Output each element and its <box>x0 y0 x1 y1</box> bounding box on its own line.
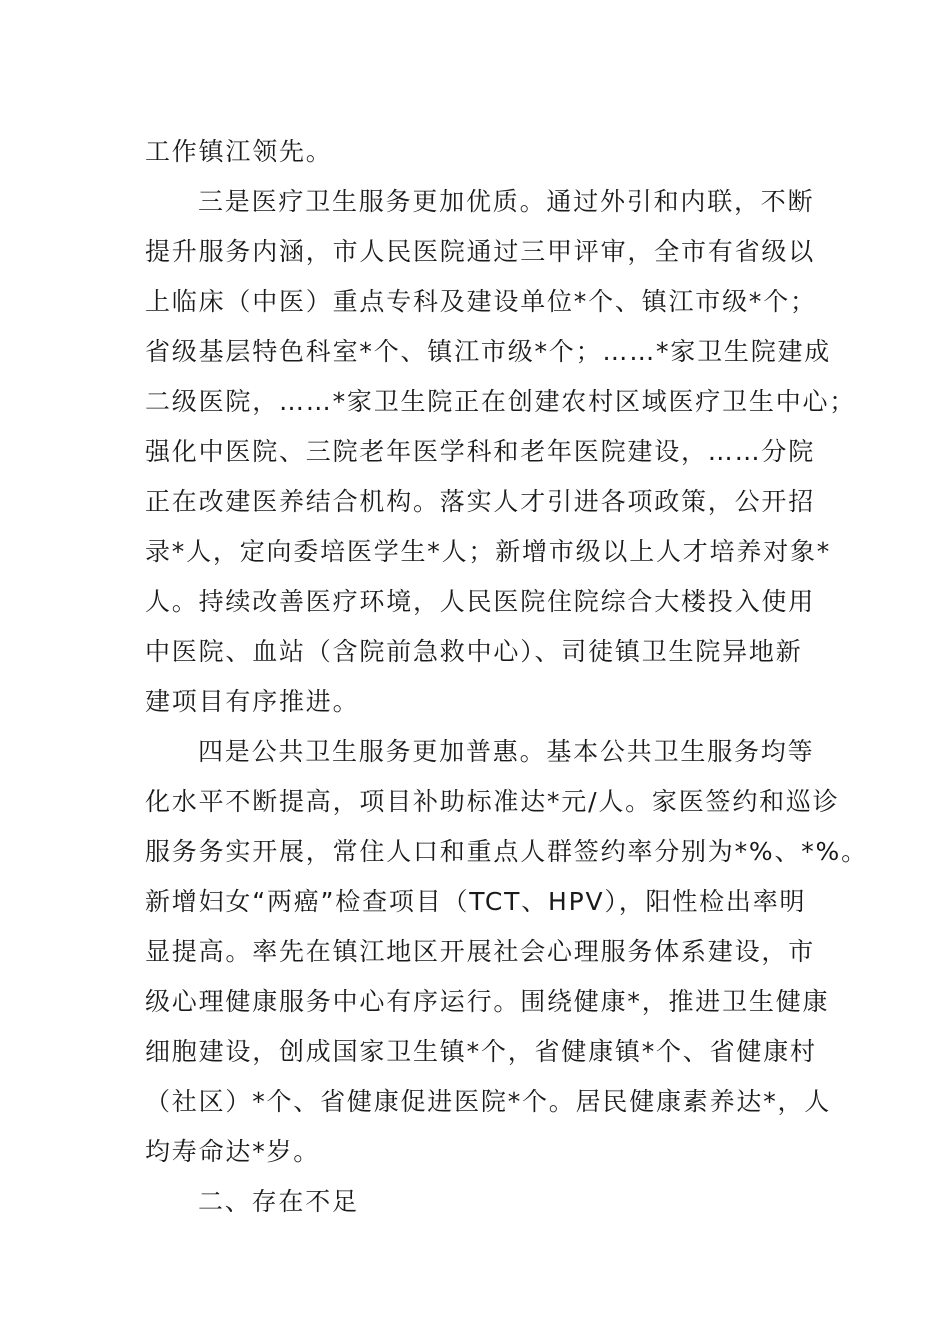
paragraph-line: 细胞建设，创成国家卫生镇*个，省健康镇*个、省健康村 <box>145 1037 817 1066</box>
paragraph-line: 工作镇江领先。 <box>145 137 333 166</box>
paragraph-line: 四是公共卫生服务更加普惠。基本公共卫生服务均等 <box>198 737 815 766</box>
paragraph-line: 省级基层特色科室*个、镇江市级*个；……*家卫生院建成 <box>145 337 832 366</box>
paragraph-line: 级心理健康服务中心有序运行。围绕健康*，推进卫生健康 <box>145 987 830 1016</box>
paragraph-line: 服务务实开展，常住人口和重点人群签约率分别为*%、*%。 <box>145 837 868 866</box>
paragraph-line: （社区）*个、省健康促进医院*个。居民健康素养达*，人 <box>145 1087 832 1116</box>
paragraph-line: 化水平不断提高，项目补助标准达*元/人。家医签约和巡诊 <box>145 787 840 816</box>
paragraph-line: 均寿命达*岁。 <box>145 1137 321 1166</box>
paragraph-line: 显提高。率先在镇江地区开展社会心理服务体系建设，市 <box>145 937 816 966</box>
paragraph-line: 二级医院，……*家卫生院正在创建农村区域医疗卫生中心； <box>145 387 857 416</box>
paragraph-line: 建项目有序推进。 <box>145 687 360 716</box>
paragraph-line: 提升服务内涵，市人民医院通过三甲评审，全市有省级以 <box>145 237 816 266</box>
section-heading: 二、存在不足 <box>198 1187 359 1216</box>
paragraph-line: 正在改建医养结合机构。落实人才引进各项政策，公开招 <box>145 487 816 516</box>
paragraph-line: 中医院、血站（含院前急救中心）、司徒镇卫生院异地新 <box>145 637 803 666</box>
paragraph-line: 强化中医院、三院老年医学科和老年医院建设，……分院 <box>145 437 816 466</box>
paragraph-line: 上临床（中医）重点专科及建设单位*个、镇江市级*个； <box>145 287 817 316</box>
paragraph-line: 人。持续改善医疗环境，人民医院住院综合大楼投入使用 <box>145 587 816 616</box>
paragraph-line: 新增妇女“两癌”检查项目（TCT、HPV），阳性检出率明 <box>145 887 807 916</box>
paragraph-line: 录*人，定向委培医学生*人；新增市级以上人才培养对象* <box>145 537 832 566</box>
paragraph-line: 三是医疗卫生服务更加优质。通过外引和内联，不断 <box>198 187 815 216</box>
